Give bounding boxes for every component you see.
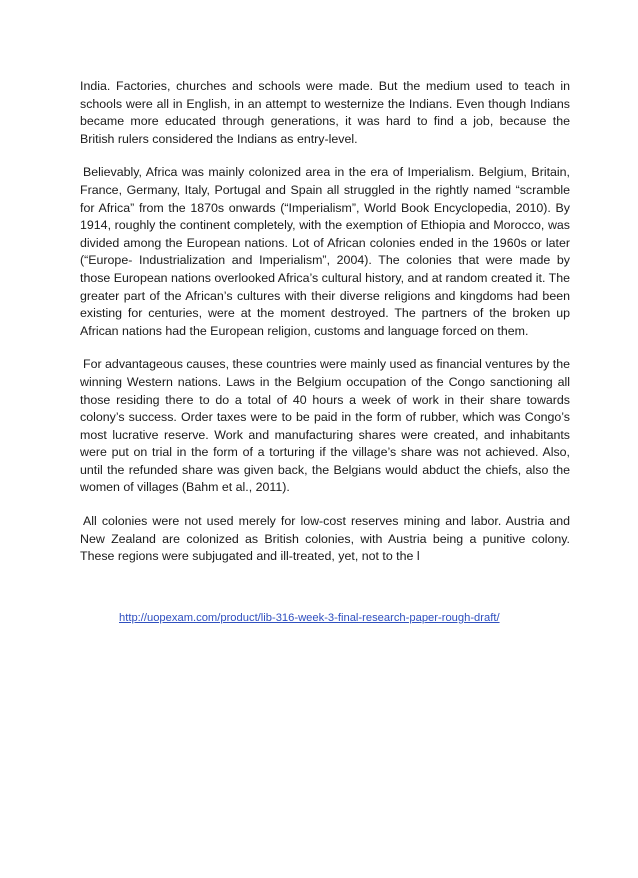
document-body [80, 78, 570, 582]
paragraph-india: India. Factories, churches and schools were made. But the medium used to teach in schools were all in English, in an attempt to westernize the Indians. Even though Indians became more educated through generations, it was hard to find a job, because the British rulers considered the Indians as entry-level. [80, 79, 570, 146]
footer-link-container [119, 611, 500, 625]
paragraph-colonies: All colonies were not used merely for low-cost reserves mining and labor. Austria and New Zealand are colonized as British colonies, with Austria being a punitive colony. These regions were subjugated and ill-treated, yet, not to the l [80, 514, 570, 564]
paragraph-africa: Believably, Africa was mainly colonized area in the era of Imperialism. Belgium, Britain, France, Germany, Italy, Portugal and Spain all struggled in the rightly named “scramble for Africa” from the 1870s onwards (“Imperialism”, World Book Encyclopedia, 2010). By 1914, roughly the continent completely, with the exemption of Ethiopia and Morocco, was divided among the European nations. Lot of African colonies ended in the 1960s or later (“Europe- Industrialization and Imperialism”, 2004). The colonies that were made by those European nations overlooked Africa’s cultural history, and at random created it. The greater part of the African’s cultures with their diverse religions and kingdoms had been existing for centuries, were at the moment destroyed. The partners of the broken up African nations had the European religion, customs and language forced on them. [80, 165, 570, 338]
paragraph-financial-ventures: For advantageous causes, these countries were mainly used as financial ventures by the winning Western nations. Laws in the Belgium occupation of the Congo sanctioning all those residing there to do a total of 40 hours a week of work in their share towards colony’s success. Order taxes were to be paid in the form of rubber, which was Congo’s most lucrative reserve. Work and manufacturing shares were created, and inhabitants were put on trial in the form of a torturing if the village’s share was not achieved. Also, until the refunded share was given back, the Belgians would abduct the chiefs, also the women of villages (Bahm et al., 2011). [80, 357, 570, 495]
source-link[interactable]: http://uopexam.com/product/lib-316-week-3-final-research-paper-rough-draft/ [119, 612, 500, 624]
